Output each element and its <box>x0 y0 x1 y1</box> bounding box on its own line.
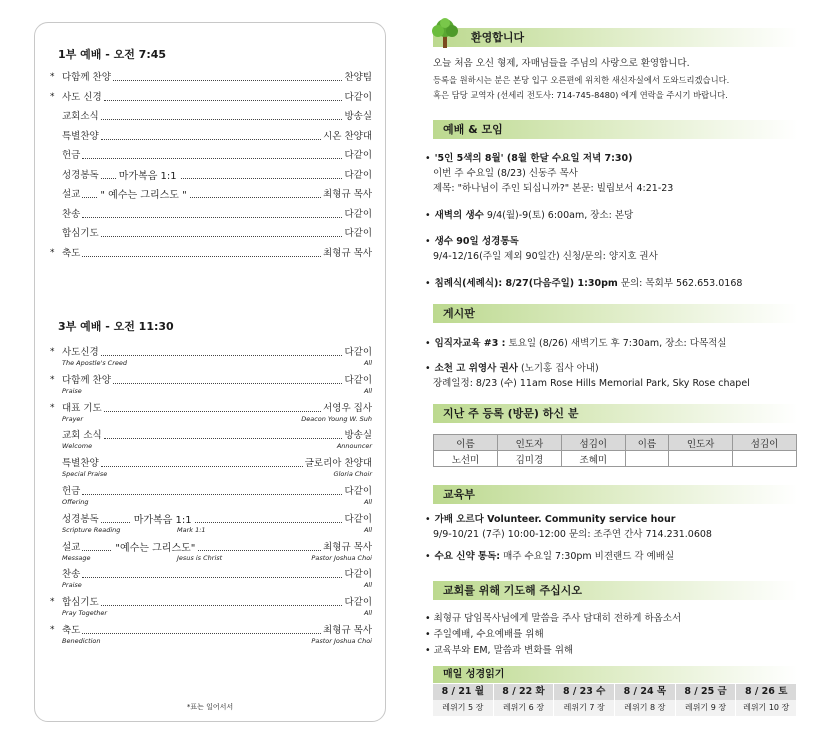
bible-reading: 레위기 8 장 <box>615 700 676 716</box>
bible-reading-header: 매일 성경읽기 <box>433 666 798 683</box>
program-english-row <box>62 637 372 646</box>
program-english-row <box>62 415 372 424</box>
program-english-label: Praise <box>62 386 82 395</box>
standing-mark: * <box>50 374 55 385</box>
program-row <box>50 245 372 260</box>
dot-leader <box>82 577 342 578</box>
item-title: 소천 고 위영사 권사 <box>434 363 518 374</box>
program-label: 축도 <box>62 625 81 636</box>
program-english-label: Welcome <box>62 442 93 451</box>
item-title: 임직자교육 #3 : <box>434 338 506 349</box>
program-english-label: Prayer <box>62 414 84 423</box>
service3-title: 3부 예배 - 오전 11:30 <box>58 320 174 333</box>
visitor-column-header: 인도자 <box>669 435 733 451</box>
program-leader: 다같이 <box>344 597 372 609</box>
bible-day: 8 / 24 목 <box>615 684 676 700</box>
dot-leader <box>113 383 343 384</box>
program-label: 헌금 <box>62 150 81 161</box>
visitor-column-header: 섬김이 <box>561 435 625 451</box>
program-english-leader: Deacon Young W. Suh <box>301 414 372 423</box>
program-label: 특별찬양 <box>62 458 99 470</box>
program-english-row <box>62 526 372 535</box>
standing-mark: * <box>50 625 55 635</box>
item-text: 9/4(월)-9(토) 6:00am, 장소: 본당 <box>483 210 634 221</box>
item-detail: 이번 주 수요일 (8/23) 신동주 목사 <box>433 168 578 179</box>
visitor-table <box>433 434 797 467</box>
bullet: • <box>425 278 431 289</box>
program-english-label: Praise <box>62 581 82 590</box>
program-label: 특별찬양 <box>62 130 99 142</box>
program-english-label: Special Praise <box>62 470 108 479</box>
bullet: • <box>425 236 431 247</box>
program-english-row <box>62 359 372 368</box>
item-line <box>425 511 675 525</box>
item-detail: 9/9-10/21 (7주) 10:00-12:00 문의: 조주연 간사 714.231.0608 <box>433 529 712 540</box>
program-row <box>50 483 372 498</box>
program-label: 설교 <box>62 541 81 553</box>
welcome-header <box>433 28 798 47</box>
program-leader: 다같이 <box>344 208 372 220</box>
dot-leader <box>101 139 321 140</box>
bullet: • <box>425 338 431 349</box>
standing-footnote: *표는 일어서서 <box>186 703 234 711</box>
item-title: 수요 신약 통독: <box>434 551 501 562</box>
standing-mark: * <box>50 402 55 413</box>
visitor-header: 지난 주 등록 (방문) 하신 분 <box>433 404 798 423</box>
program-english-row <box>62 470 372 479</box>
program-label: 합심기도 <box>62 228 99 239</box>
program-english-row <box>62 442 372 451</box>
dot-leader <box>82 217 342 218</box>
program-row <box>50 594 372 609</box>
program-label: 헌금 <box>62 486 81 497</box>
program-detail: 마가복음 1:1 <box>116 170 180 183</box>
program-detail: "예수는 그리스도" <box>112 542 198 555</box>
program-leader: 다같이 <box>344 513 372 525</box>
program-leader: 방송실 <box>344 430 372 442</box>
program-leader: 다같이 <box>344 228 372 239</box>
item-line <box>425 548 674 562</box>
standing-mark: * <box>50 91 55 102</box>
item-text: 매주 수요일 7:30pm 비젼랜드 각 예배실 <box>500 551 675 562</box>
bible-reading-table <box>433 684 797 716</box>
dot-leader <box>82 542 321 554</box>
program-row <box>50 128 372 143</box>
dot-leader <box>104 100 343 101</box>
visitor-table-body <box>434 451 797 467</box>
item-title: 새벽의 생수 <box>434 210 484 221</box>
dot-leader <box>82 158 342 159</box>
standing-mark: * <box>50 72 55 82</box>
dot-leader <box>113 80 343 81</box>
program-leader: 방송실 <box>344 111 372 122</box>
bible-day: 8 / 21 월 <box>433 684 494 700</box>
program-row <box>50 147 372 162</box>
item-line <box>425 275 742 289</box>
program-label: 성경봉독 <box>62 513 99 525</box>
program-english-label: Pray Together <box>62 609 108 618</box>
program-label: 찬송 <box>62 208 81 220</box>
program-row <box>50 539 372 554</box>
program-english-label: The Apostle's Creed <box>62 359 128 367</box>
item-line <box>425 150 632 164</box>
item-detail: 장례일정: 8/23 (수) 11am Rose Hills Memorial Park, Sky Rose chapel <box>433 378 750 389</box>
program-label: 교회 소식 <box>62 430 102 442</box>
prayer-line-3: • 교육부와 EM, 말씀과 변화를 위해 <box>425 645 574 656</box>
program-english-row <box>62 498 372 507</box>
item-line <box>425 207 633 221</box>
item-title: 침례식(세례식): 8/27(다음주일) 1:30pm <box>434 278 618 289</box>
program-english-leader: All <box>363 525 372 534</box>
bullet: • <box>425 210 431 221</box>
item-text: (노기홍 집사 아내) <box>517 363 599 374</box>
item-title: '5인 5색의 8월' (8월 한달 수요일 저녁 7:30) <box>434 153 633 164</box>
dot-leader <box>101 119 343 120</box>
program-english-label: Offering <box>62 498 89 506</box>
item-line <box>425 335 726 349</box>
dot-leader <box>101 355 343 356</box>
item-title: 가배 오르다 Volunteer. Community service hour <box>434 514 676 525</box>
prayer-header: 교회를 위해 기도해 주십시오 <box>433 581 798 600</box>
dot-leader <box>101 466 303 467</box>
program-english-leader: Pastor Joshua Choi <box>311 553 372 562</box>
dot-leader <box>101 514 343 526</box>
program-row <box>50 400 372 415</box>
visitor-column-header: 섬김이 <box>733 435 797 451</box>
program-row <box>50 344 372 359</box>
program-row <box>50 566 372 581</box>
program-english-leader: All <box>363 386 372 395</box>
program-label: 다함께 찬양 <box>62 374 111 386</box>
program-label: 성경봉독 <box>62 169 99 181</box>
dot-leader <box>82 494 342 495</box>
program-leader: 최형규 목사 <box>323 189 372 200</box>
program-leader: 다같이 <box>344 91 372 103</box>
welcome-line-1: 오늘 처음 오신 형제, 자매님들을 주님의 사랑으로 환영합니다. <box>433 58 690 69</box>
program-label: 다함께 찬양 <box>62 72 111 83</box>
program-leader: 다같이 <box>344 150 372 161</box>
program-label: 대표 기도 <box>62 402 102 414</box>
visitor-cell: 노선미 <box>434 451 498 467</box>
program-leader: 최형규 목사 <box>323 541 372 553</box>
item-line <box>425 360 599 374</box>
program-english-row <box>62 554 372 563</box>
program-row <box>50 622 372 637</box>
program-english-row <box>62 387 372 396</box>
program-row <box>50 89 372 104</box>
bullet: • <box>425 153 431 164</box>
program-row <box>50 511 372 526</box>
bible-day: 8 / 23 수 <box>554 684 615 700</box>
program-english-leader: All <box>363 581 372 590</box>
program-english-leader: All <box>363 609 372 618</box>
visitor-column-header: 이름 <box>625 435 668 451</box>
program-english-label: Benediction <box>62 637 101 645</box>
service1-title: 1부 예배 - 오전 7:45 <box>58 48 167 61</box>
program-row <box>50 69 372 84</box>
dot-leader <box>101 605 343 606</box>
program-label: 합심기도 <box>62 597 99 609</box>
program-english-leader: Pastor Joshua Choi <box>311 637 372 645</box>
visitor-row <box>434 451 797 467</box>
welcome-title: 환영합니다 <box>471 31 525 44</box>
program-leader: 최형규 목사 <box>323 247 372 259</box>
standing-mark: * <box>50 347 55 357</box>
program-label: 사도 신경 <box>62 91 102 103</box>
program-row <box>50 455 372 470</box>
program-row <box>50 206 372 221</box>
item-line <box>425 233 519 247</box>
bible-day: 8 / 26 토 <box>736 684 797 700</box>
program-leader: 다같이 <box>344 569 372 581</box>
program-row <box>50 225 372 240</box>
standing-mark: * <box>50 247 55 258</box>
bible-day: 8 / 22 화 <box>494 684 555 700</box>
program-english-detail: Jesus is Christ <box>177 553 223 562</box>
board-header: 게시판 <box>433 304 798 323</box>
visitor-column-header: 이름 <box>434 435 498 451</box>
program-english-leader: Announcer <box>336 442 372 451</box>
bible-reading: 레위기 7 장 <box>554 700 615 716</box>
program-english-leader: All <box>363 359 372 367</box>
program-label: 교회소식 <box>62 111 99 122</box>
program-detail: 마가복음 1:1 <box>131 514 195 527</box>
program-leader: 시온 찬양대 <box>323 130 372 142</box>
program-label: 축도 <box>62 247 81 259</box>
visitor-column-header: 인도자 <box>497 435 561 451</box>
visitor-table-header <box>434 435 797 451</box>
standing-mark: * <box>50 597 55 608</box>
education-header: 교육부 <box>433 485 798 504</box>
visitor-cell <box>733 451 797 467</box>
prayer-line-2: • 주일예배, 수요예배를 위해 <box>425 629 544 640</box>
visitor-cell <box>625 451 668 467</box>
program-detail: " 예수는 그리스도 " <box>97 189 189 202</box>
program-row <box>50 427 372 442</box>
program-english-row <box>62 581 372 590</box>
bullet: • <box>425 363 431 374</box>
tree-icon <box>431 17 459 49</box>
dot-leader <box>104 438 343 439</box>
bullet: • <box>425 514 431 525</box>
bible-reading: 레위기 9 장 <box>676 700 737 716</box>
bible-reading: 레위기 10 장 <box>736 700 797 716</box>
worship-header: 예배 & 모임 <box>433 120 798 139</box>
program-row <box>50 186 372 201</box>
program-english-label: Message <box>62 553 91 562</box>
program-row <box>50 372 372 387</box>
item-text: 토요일 (8/26) 새벽기도 후 7:30am, 장소: 다목적실 <box>505 338 727 349</box>
dot-leader <box>101 236 343 237</box>
program-english-label: Scripture Reading <box>62 525 121 534</box>
welcome-line-2: 등록을 원하시는 분은 본당 입구 오른편에 위치한 새신자실에서 도와드리겠습니다. <box>433 75 730 85</box>
visitor-cell: 조혜미 <box>561 451 625 467</box>
program-leader: 찬양팀 <box>344 72 372 83</box>
program-label: 설교 <box>62 189 81 200</box>
welcome-line-3: 혹은 담당 교역자 (선세리 전도사: 714-745-8480) 에게 연락을 주시기 바랍니다. <box>433 90 728 100</box>
bullet: • <box>425 551 431 562</box>
program-english-detail: Mark 1:1 <box>177 525 206 534</box>
program-leader: 서영우 집사 <box>323 402 372 414</box>
program-english-leader: Gloria Choir <box>333 470 372 479</box>
program-english-leader: All <box>363 498 372 506</box>
bible-reading: 레위기 6 장 <box>494 700 555 716</box>
program-leader: 다같이 <box>344 169 372 181</box>
program-leader: 글로리아 찬양대 <box>304 458 372 470</box>
visitor-cell: 김미경 <box>497 451 561 467</box>
bible-day: 8 / 25 금 <box>676 684 737 700</box>
program-label: 사도신경 <box>62 347 99 358</box>
dot-leader <box>82 190 321 201</box>
program-english-row <box>62 609 372 618</box>
bible-days-row <box>433 684 797 700</box>
program-leader: 다같이 <box>344 347 372 358</box>
dot-leader <box>104 411 321 412</box>
visitor-cell <box>669 451 733 467</box>
program-row <box>50 108 372 123</box>
item-detail: 제목: "하나님이 주인 되십니까?" 본문: 빌립보서 4:21-23 <box>433 183 674 194</box>
dot-leader <box>82 633 321 634</box>
program-leader: 다같이 <box>344 374 372 386</box>
prayer-line-1: • 최형규 담임목사님에게 말씀을 주사 담대히 전하게 하옵소서 <box>425 613 682 624</box>
bible-readings-row <box>433 700 797 716</box>
program-leader: 다같이 <box>344 486 372 497</box>
program-label: 찬송 <box>62 569 81 581</box>
item-detail: 9/4-12/16(주일 제외 90일간) 신청/문의: 양지호 권사 <box>433 251 658 262</box>
program-leader: 최형규 목사 <box>323 625 372 636</box>
dot-leader <box>82 256 321 257</box>
program-row <box>50 167 372 182</box>
dot-leader <box>101 170 343 182</box>
item-title: 생수 90일 성경통독 <box>434 236 519 247</box>
item-text: 문의: 목회부 562.653.0168 <box>617 278 743 289</box>
bible-reading: 레위기 5 장 <box>433 700 494 716</box>
